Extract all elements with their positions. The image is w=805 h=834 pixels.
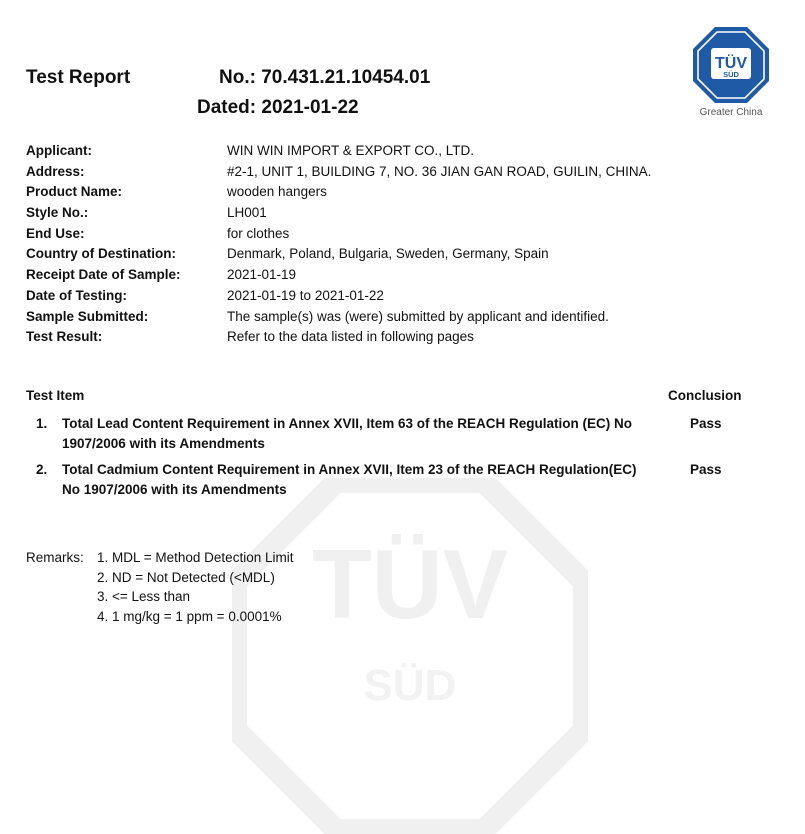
report-info <box>26 141 786 348</box>
watermark-sub: SÜD <box>363 661 457 710</box>
column-header-conclusion: Conclusion <box>668 388 742 403</box>
test-item-number: 2. <box>36 462 48 477</box>
info-label: Date of Testing: <box>26 287 127 303</box>
info-value: 2021-01-19 to 2021-01-22 <box>227 287 384 303</box>
tuv-watermark <box>232 478 588 834</box>
info-value: The sample(s) was (were) submitted by applicant and identified. <box>227 308 609 324</box>
remark-item: 1. MDL = Method Detection Limit <box>97 550 294 565</box>
info-value: wooden hangers <box>227 184 327 200</box>
info-row-testing-date <box>26 286 786 307</box>
report-number: No.: 70.431.21.10454.01 <box>219 67 431 88</box>
report-title: Test Report <box>26 67 131 88</box>
remark-item: 4. 1 mg/kg = 1 ppm = 0.0001% <box>97 608 282 624</box>
column-header-test-item: Test Item <box>26 388 85 403</box>
test-item-description: Total Lead Content Requirement in Annex XVII, Item 63 of the REACH Regulation (EC) No 1907/2006 with its Amendments <box>62 416 633 451</box>
info-label: Applicant: <box>26 143 92 158</box>
remark-item: 2. ND = Not Detected (<MDL) <box>97 569 275 585</box>
info-row-receipt-date <box>26 265 786 286</box>
info-value: for clothes <box>227 225 290 241</box>
report-date: Dated: 2021-01-22 <box>197 97 359 118</box>
info-label: Product Name: <box>26 184 123 200</box>
info-row-end-use <box>26 224 786 245</box>
logo-brand: TÜV <box>715 55 747 72</box>
info-label: Sample Submitted: <box>26 308 149 324</box>
info-value: Denmark, Poland, Bulgaria, Sweden, Germany, Spain <box>227 246 549 262</box>
info-label: End Use: <box>26 225 85 241</box>
info-value: WIN WIN IMPORT & EXPORT CO., LTD. <box>227 143 475 158</box>
info-row-style-no <box>26 203 786 224</box>
remarks-list <box>97 548 293 626</box>
info-row-address <box>26 162 786 183</box>
remarks <box>26 548 426 628</box>
info-value: LH001 <box>227 205 267 221</box>
watermark-brand: TÜV <box>312 529 508 639</box>
info-row-applicant <box>26 141 786 162</box>
test-item-row <box>26 460 786 500</box>
logo-caption: Greater China <box>699 107 763 118</box>
remarks-label: Remarks: <box>26 550 84 565</box>
tuv-logo <box>692 26 770 104</box>
info-label: Style No.: <box>26 205 89 221</box>
test-item-result: Pass <box>690 462 722 477</box>
remark-item: 3. <= Less than <box>97 589 191 604</box>
info-row-sample-submitted <box>26 307 786 328</box>
info-row-product-name <box>26 182 786 203</box>
info-value: #2-1, UNIT 1, BUILDING 7, NO. 36 JIAN GAN ROAD, GUILIN, CHINA. <box>227 163 652 179</box>
test-item-description: Total Cadmium Content Requirement in Annex XVII, Item 23 of the REACH Regulation(EC) No 1907/2006 with its Amendments <box>62 462 637 497</box>
info-label: Country of Destination: <box>26 246 176 262</box>
info-value: 2021-01-19 <box>227 267 297 283</box>
logo-sub: SÜD <box>723 70 739 79</box>
info-row-test-result <box>26 327 786 348</box>
info-value: Refer to the data listed in following pages <box>227 329 474 345</box>
test-item-row <box>26 414 786 454</box>
test-item-result: Pass <box>690 416 722 431</box>
info-label: Address: <box>26 163 85 179</box>
test-item-number: 1. <box>36 416 48 431</box>
info-label: Test Result: <box>26 329 103 345</box>
info-row-country <box>26 244 786 265</box>
info-label: Receipt Date of Sample: <box>26 267 181 283</box>
